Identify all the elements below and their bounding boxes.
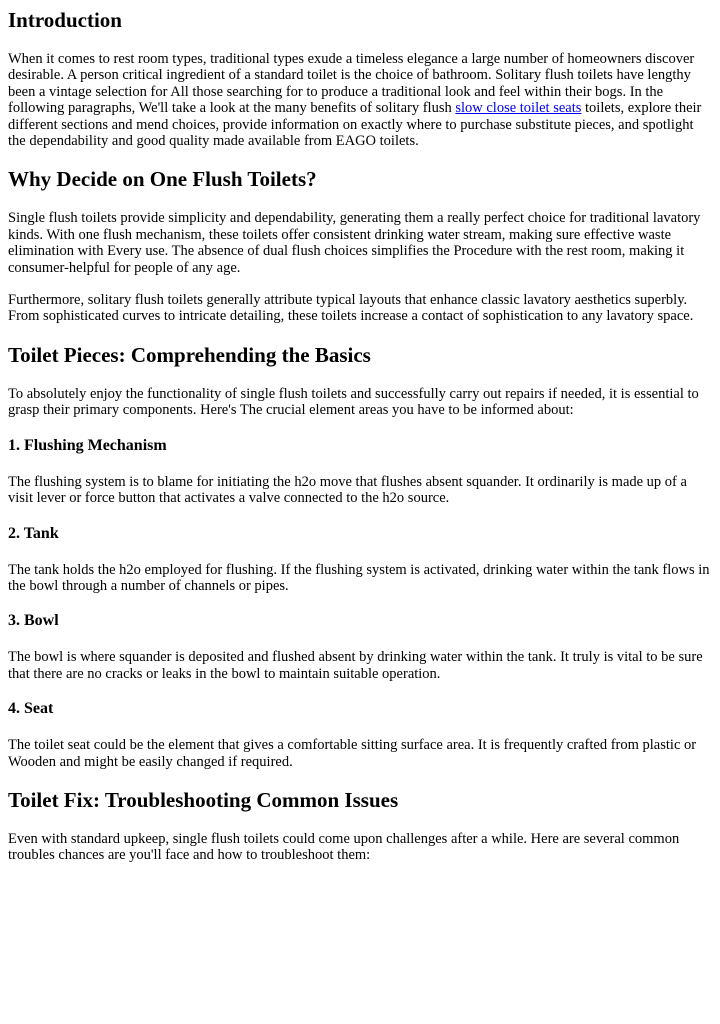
intro-text-after: toilets, explore their different sections and mend choices, provide information on exactly where to purchase substitute pieces, and spotlight the dependability and good quality made available from EAGO toilets. xyxy=(8,100,702,150)
intro-text-before: When it comes to rest room types, traditional types exude a timeless elegance a large number of homeowners discover desirable. A person critical ingredient of a standard toilet is the choice of bathroom. Solitary flush toilets have lengthy been a vintage selection for All those searching for to produce a traditional look and feel within their bogs. In the following paragraphs, We'll take a look at the many benefits of solitary flush xyxy=(8,51,695,117)
tank-paragraph: The tank holds the h2o employed for flushing. If the flushing system is activated, drinking water within the tank flows in the bowl through a number of channels or pipes. xyxy=(8,561,710,594)
heading-why-single-flush: Why Decide on One Flush Toilets? xyxy=(8,167,317,192)
intro-paragraph xyxy=(8,51,712,149)
subheading-flushing-mechanism: 1. Flushing Mechanism xyxy=(8,436,167,454)
article xyxy=(0,7,720,864)
seat-paragraph: The toilet seat could be the element that gives a comfortable sitting surface area. It is frequently crafted from plastic or Wooden and might be easily changed if required. xyxy=(8,737,697,770)
heading-toilet-fix: Toilet Fix: Troubleshooting Common Issues xyxy=(8,787,399,812)
bowl-paragraph: The bowl is where squander is deposited and flushed absent by drinking water within the tank. It truly is vital to be sure that there are no cracks or leaks in the bowl to maintain suitable operation. xyxy=(8,649,703,682)
heading-introduction: Introduction xyxy=(8,8,122,32)
slow-close-toilet-seats-link[interactable]: slow close toilet seats xyxy=(455,100,582,117)
why-paragraph-2: Furthermore, solitary flush toilets generally attribute typical layouts that enhance classic lavatory aesthetics superbly. From sophisticated curves to intricate detailing, these toilets increase a contact of sophistication to any lavatory space. xyxy=(8,292,694,325)
fix-paragraph: Even with standard upkeep, single flush toilets could come upon challenges after a while. Here are several common troubles chances are you'll face and how to troubleshoot them: xyxy=(8,830,680,864)
pieces-intro-paragraph: To absolutely enjoy the functionality of single flush toilets and successfully carry out repairs if needed, it is essential to grasp their primary components. Here's The crucial element areas you have to be informed about: xyxy=(8,385,699,419)
heading-toilet-pieces: Toilet Pieces: Comprehending the Basics xyxy=(8,342,371,367)
subheading-seat: 4. Seat xyxy=(8,700,54,718)
subheading-bowl: 3. Bowl xyxy=(8,612,59,630)
flushing-mechanism-paragraph: The flushing system is to blame for initiating the h2o move that flushes absent squander. It ordinarily is made up of a visit lever or force button that activates a valve connected to the h2o source. xyxy=(8,473,687,507)
subheading-tank: 2. Tank xyxy=(8,524,59,542)
why-paragraph-1: Single flush toilets provide simplicity and dependability, generating them a really perfect choice for traditional lavatory kinds. With one flush mechanism, these toilets offer consistent drinking water stream, making sure effective waste elimination with Every use. The absence of dual flush choices simplifies the Procedure with the rest room, making it consumer-helpful for people of any age. xyxy=(8,210,701,276)
